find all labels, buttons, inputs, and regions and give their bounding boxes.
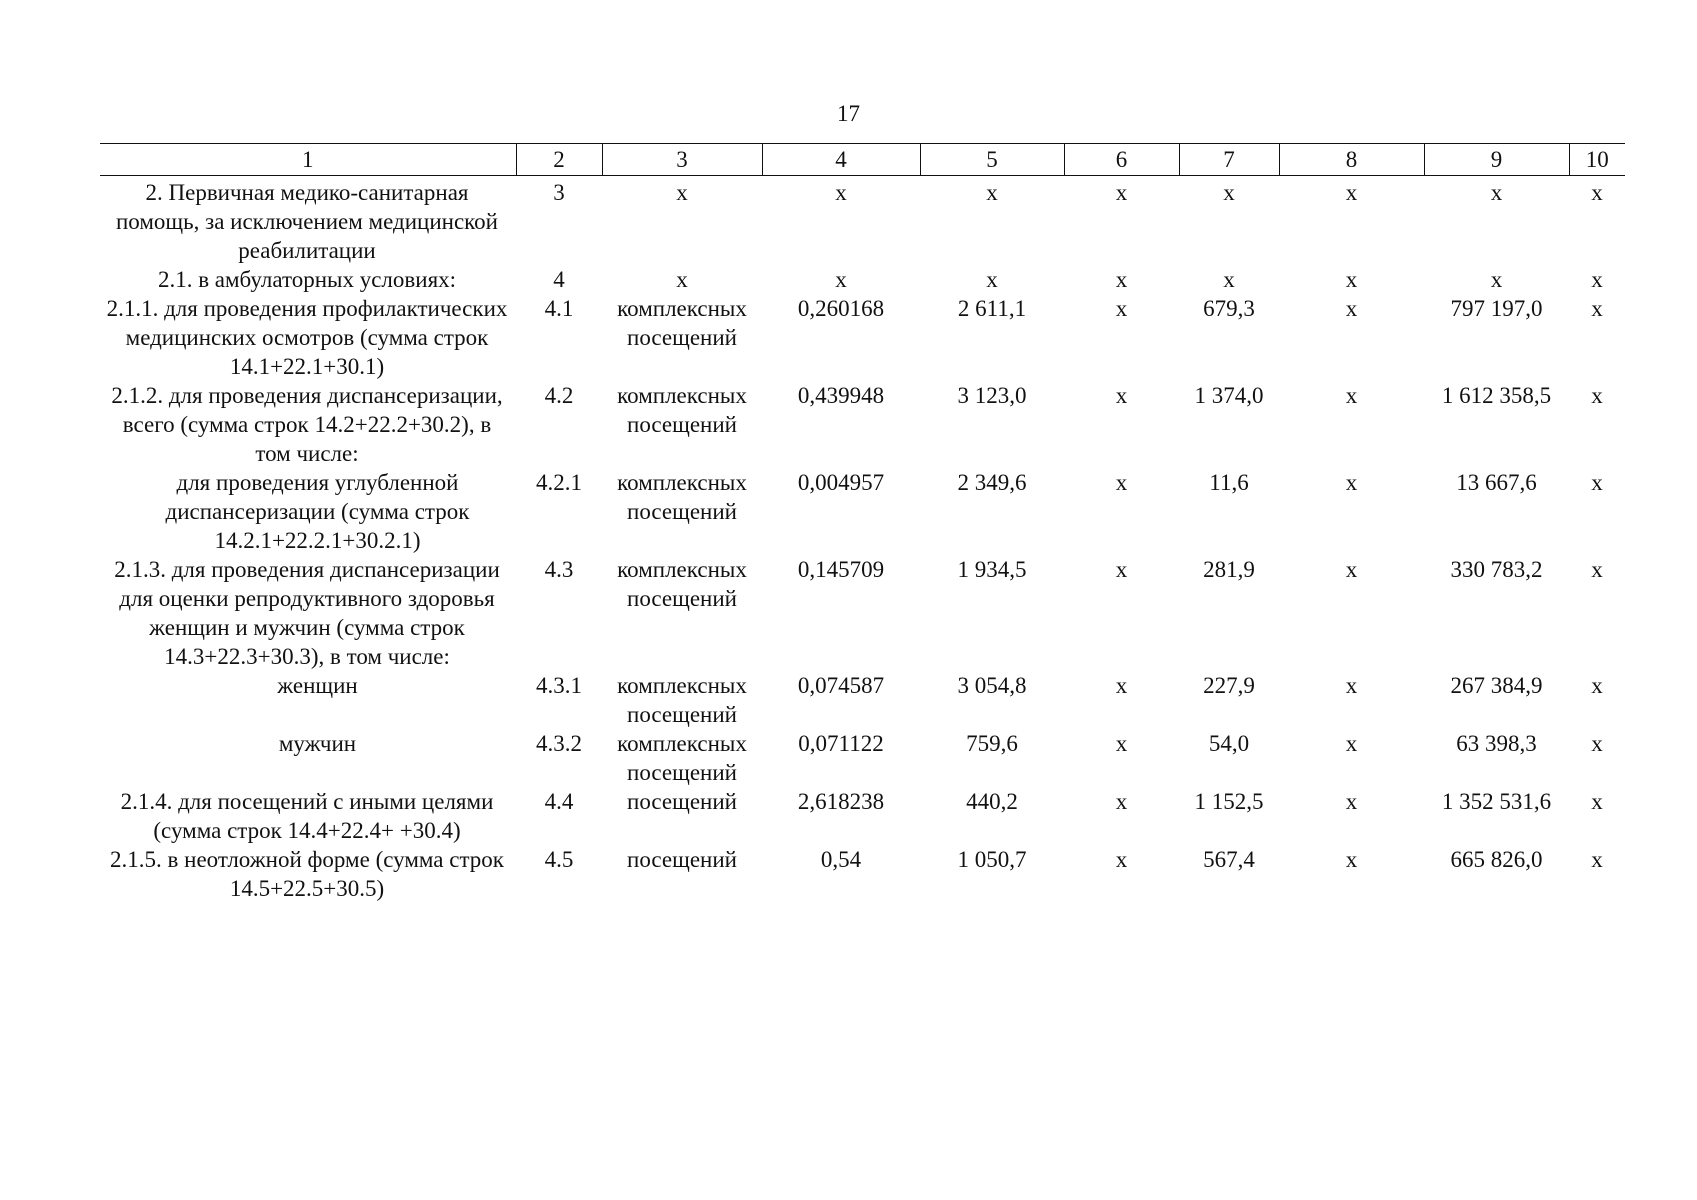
- row-unit: комплексных посещений: [617, 383, 747, 437]
- column-header: 10: [1569, 144, 1625, 176]
- table-row: [100, 468, 1625, 555]
- table-row: [100, 787, 1625, 845]
- row-name: мужчин: [278, 731, 357, 756]
- row-code: 4.3.2: [536, 731, 582, 756]
- cell: х: [1115, 557, 1128, 582]
- row-name: 2.1. в амбулаторных условиях:: [157, 267, 457, 292]
- row-unit: комплексных посещений: [617, 296, 747, 350]
- cell: 0,260168: [797, 296, 885, 321]
- row-code: 3: [553, 180, 565, 205]
- column-header: 8: [1279, 144, 1424, 176]
- cell: 0,54: [820, 847, 862, 872]
- cell: х: [1115, 731, 1128, 756]
- cell: 11,6: [1209, 470, 1249, 495]
- page-number: 17: [837, 101, 860, 126]
- cell: 330 783,2: [1450, 557, 1543, 582]
- row-name: 2.1.2. для проведения диспансеризации, всего (сумма строк 14.2+22.2+30.2), в том числе:: [111, 383, 503, 466]
- cell: х: [1115, 673, 1128, 698]
- cell: 1 934,5: [957, 557, 1027, 582]
- cell: 63 398,3: [1456, 731, 1537, 756]
- cell: 0,074587: [797, 673, 885, 698]
- cell: х: [1591, 557, 1603, 582]
- table-row: [100, 265, 1625, 294]
- row-name: 2.1.5. в неотложной форме (сумма строк 14.5+22.5+30.5): [110, 847, 504, 901]
- cell: 0,004957: [797, 470, 885, 495]
- cell: х: [1345, 383, 1358, 408]
- row-unit: комплексных посещений: [617, 673, 747, 727]
- cell: х: [1115, 847, 1128, 872]
- cell: 2,618238: [797, 789, 885, 814]
- table-row: [100, 845, 1625, 903]
- row-code: 4.2: [544, 383, 574, 408]
- tariff-table: [100, 143, 1625, 903]
- cell: 13 667,6: [1456, 470, 1537, 495]
- cell: 2 611,1: [957, 296, 1027, 321]
- cell: х: [1591, 847, 1603, 872]
- cell: 759,6: [966, 731, 1018, 756]
- row-unit: посещений: [627, 847, 737, 872]
- cell: х: [1591, 673, 1603, 698]
- cell: 2 349,6: [957, 470, 1027, 495]
- column-header: 9: [1424, 144, 1569, 176]
- table-row: [100, 671, 1625, 729]
- column-header: 5: [920, 144, 1064, 176]
- cell: 797 197,0: [1450, 296, 1543, 321]
- column-header: 6: [1064, 144, 1179, 176]
- cell: 3 054,8: [957, 673, 1027, 698]
- cell: х: [1490, 180, 1503, 205]
- cell: х: [1345, 847, 1358, 872]
- cell: 1 374,0: [1194, 383, 1264, 408]
- row-unit: комплексных посещений: [617, 731, 747, 785]
- cell: х: [835, 267, 847, 292]
- cell: х: [1490, 267, 1503, 292]
- row-code: 4.2.1: [536, 470, 582, 495]
- cell: х: [1115, 789, 1128, 814]
- cell: х: [1591, 789, 1603, 814]
- row-unit: комплексных посещений: [617, 470, 747, 524]
- cell: х: [986, 267, 998, 292]
- row-code: 4.3: [544, 557, 574, 582]
- row-name: 2.1.1. для проведения профилактических медицинских осмотров (сумма строк 14.1+22.1+30.1): [106, 296, 508, 379]
- cell: х: [1115, 296, 1128, 321]
- cell: 227,9: [1203, 673, 1255, 698]
- cell: х: [1115, 267, 1128, 292]
- cell: х: [1345, 296, 1358, 321]
- column-header: 1: [100, 144, 516, 176]
- row-code: 4.5: [544, 847, 574, 872]
- cell: х: [1115, 180, 1128, 205]
- cell: х: [1223, 180, 1235, 205]
- cell: 567,4: [1203, 847, 1255, 872]
- cell: х: [1345, 789, 1358, 814]
- column-header: 7: [1179, 144, 1279, 176]
- cell: х: [1345, 470, 1358, 495]
- row-name: 2.1.3. для проведения диспансеризации для оценки репродуктивного здоровья женщин и мужчин (сумма строк 14.3+22.3+30.3), в том числе:: [114, 557, 500, 669]
- cell: 0,071122: [798, 731, 884, 756]
- row-code: 4: [553, 267, 565, 292]
- cell: х: [1591, 731, 1603, 756]
- row-name: для проведения углубленной диспансеризации (сумма строк 14.2.1+22.2.1+30.2.1): [165, 470, 470, 553]
- cell: 267 384,9: [1450, 673, 1543, 698]
- cell: 1 050,7: [957, 847, 1027, 872]
- row-name: 2.1.4. для посещений с иными целями (сумма строк 14.4+22.4+ +30.4): [120, 789, 494, 843]
- cell: 281,9: [1203, 557, 1255, 582]
- cell: х: [1115, 383, 1128, 408]
- cell: 665 826,0: [1450, 847, 1543, 872]
- cell: х: [1345, 557, 1358, 582]
- cell: х: [1345, 267, 1358, 292]
- row-unit: х: [676, 180, 688, 205]
- cell: 0,145709: [797, 557, 885, 582]
- row-unit: х: [676, 267, 688, 292]
- column-header: 4: [762, 144, 920, 176]
- table-row: [100, 294, 1625, 381]
- cell: х: [1115, 470, 1128, 495]
- cell: х: [1591, 296, 1603, 321]
- cell: х: [1591, 180, 1603, 205]
- table-row: [100, 555, 1625, 671]
- cell: х: [1591, 470, 1603, 495]
- row-name: 2. Первичная медико-санитарная помощь, за исключением медицинской реабилитации: [116, 180, 498, 263]
- row-unit: комплексных посещений: [617, 557, 747, 611]
- cell: 1 612 358,5: [1441, 383, 1552, 408]
- cell: х: [1345, 673, 1358, 698]
- cell: х: [986, 180, 998, 205]
- cell: х: [835, 180, 847, 205]
- cell: 0,439948: [797, 383, 885, 408]
- cell: 1 152,5: [1194, 789, 1264, 814]
- cell: 1 352 531,6: [1441, 789, 1552, 814]
- cell: х: [1345, 180, 1358, 205]
- row-name: женщин: [277, 673, 358, 698]
- column-number-row: [100, 144, 1625, 176]
- cell: х: [1591, 383, 1603, 408]
- row-code: 4.1: [544, 296, 574, 321]
- cell: 3 123,0: [957, 383, 1027, 408]
- table-row: [100, 176, 1625, 266]
- table-row: [100, 381, 1625, 468]
- cell: 679,3: [1203, 296, 1255, 321]
- table-row: [100, 729, 1625, 787]
- row-unit: посещений: [627, 789, 737, 814]
- column-header: 2: [516, 144, 602, 176]
- cell: х: [1591, 267, 1603, 292]
- cell: х: [1223, 267, 1235, 292]
- cell: 54,0: [1208, 731, 1250, 756]
- row-code: 4.4: [544, 789, 574, 814]
- cell: 440,2: [966, 789, 1018, 814]
- column-header: 3: [602, 144, 762, 176]
- row-code: 4.3.1: [536, 673, 582, 698]
- cell: х: [1345, 731, 1358, 756]
